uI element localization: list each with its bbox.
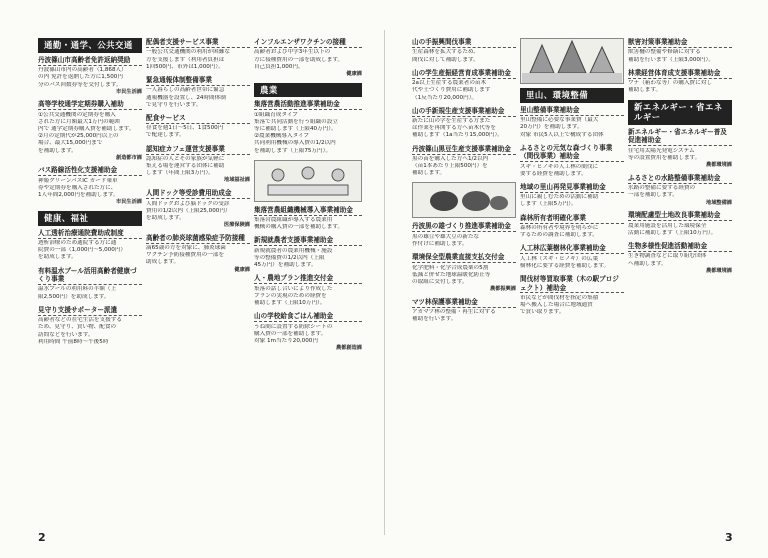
- tree-icon: [521, 39, 623, 83]
- item-body: [628, 223, 732, 237]
- item-body: [38, 178, 142, 199]
- column-5: [520, 38, 624, 321]
- item-line: 内で 通学定期券購入費を補助します。: [38, 126, 135, 133]
- item-line: の取組に交付します。: [412, 278, 468, 285]
- item-line: 1回500円、市外は1,000円）。: [146, 63, 224, 70]
- item-body: [38, 317, 142, 346]
- item-line: で見守りを行います。: [146, 101, 202, 108]
- item-title: インフルエンザワクチンの接種: [254, 38, 362, 48]
- item-body: [520, 164, 624, 178]
- column-item: [412, 107, 516, 140]
- item-title: 集落営農活動推進事業補助金: [254, 100, 362, 110]
- item-line: 場合、最大15,000円まで: [38, 140, 103, 147]
- item-department: 農都環境課: [706, 267, 732, 274]
- item-department: 農都創造課: [336, 345, 362, 352]
- item-title: 獣害対策事業補助金: [628, 38, 732, 48]
- item-line: 補助を行います。: [412, 316, 457, 323]
- column-item: [628, 69, 732, 95]
- item-title: 人工林広葉樹林化事業補助金: [520, 244, 624, 254]
- item-title: 里山整備事業補助金: [520, 106, 624, 116]
- item-body: [412, 234, 516, 248]
- item-title: 緊急通報体制整備事業: [146, 76, 250, 86]
- item-line: ②農業機械導入タイプ: [254, 133, 310, 140]
- item-department: 創造都市課: [116, 154, 142, 161]
- column-item: [146, 38, 250, 71]
- item-title: ふるさとの水路整備事業補助金: [628, 174, 732, 184]
- item-body: [146, 49, 250, 70]
- item-body: [146, 125, 250, 139]
- page-number-left: 2: [38, 531, 46, 544]
- column-item: [146, 114, 250, 140]
- item-line: された方に月額最大1万円の範囲: [38, 118, 120, 125]
- item-title: 丹波篠山市高齢者免許返納奨励: [38, 56, 142, 66]
- item-line: 補助します（上限10万円）。: [254, 300, 326, 307]
- item-line: 等に補助します（上限40万円）。: [254, 126, 337, 133]
- column-item: [254, 38, 362, 78]
- item-line: 20万円）を補助します。: [520, 124, 583, 131]
- item-title: 山の学校給食ごはん補助金: [254, 312, 362, 322]
- column-item: [628, 38, 732, 64]
- page-number-right: 3: [725, 531, 733, 544]
- item-line: 農業用施設を活用した環境保全: [628, 222, 707, 229]
- item-title: 配偶者支援サービス事業: [146, 38, 250, 48]
- children-illustration: [254, 160, 362, 202]
- page-fold: [384, 30, 385, 535]
- column-item: [254, 274, 362, 307]
- item-line: 満65歳の方を対象に、肺炎球菌: [146, 245, 226, 252]
- item-line: 生き物調査などに取り組む団体: [628, 253, 707, 260]
- item-title: 地域の里山再発見事業補助金: [520, 183, 624, 193]
- item-department: 地域福祉課: [224, 177, 250, 184]
- item-title: マツ林保護事業補助金: [412, 298, 516, 308]
- column-3: [254, 38, 362, 357]
- item-line: スギ・ヒノキの人工林の間伐に: [520, 163, 599, 170]
- item-title: バス路線活性化支援補助金: [38, 166, 142, 176]
- item-line: 集える場を運営する団体に補助: [146, 163, 225, 170]
- item-line: します（年間上限3万円）。: [146, 170, 214, 177]
- item-line: 補助します。: [412, 170, 446, 177]
- column-item: [520, 144, 624, 178]
- item-body: [146, 245, 250, 266]
- item-body: [38, 286, 142, 300]
- item-title: 認知症カフェ運営支援事業: [146, 145, 250, 155]
- column-item: [38, 100, 142, 161]
- item-title: 間伐材等買取事業（木の駅プロジェクト）補助金: [520, 275, 624, 293]
- item-body: [146, 201, 250, 222]
- item-line: 黒の雄豆や雄大豆の新たな: [412, 233, 480, 240]
- column-item: [520, 244, 624, 270]
- item-body: [146, 156, 250, 177]
- item-body: [254, 248, 362, 269]
- item-line: 1人年間2,000円を補助します。: [38, 192, 119, 199]
- item-line: ②月の定期代が25,000円以上の: [38, 133, 119, 140]
- item-body: [412, 265, 516, 286]
- item-line: 等の整備費の1/2以内（上限: [254, 255, 325, 262]
- item-line: 住宅用太陽光発電システム: [628, 147, 695, 154]
- item-body: [38, 112, 142, 155]
- item-title: 集落営農組織機械導入事業補助金: [254, 206, 362, 216]
- column-item: [628, 174, 732, 206]
- column-item: [38, 229, 142, 262]
- item-line: 集落で共同活動を行う組織の設立: [254, 118, 338, 125]
- item-title: 山の手振興間伐事業: [412, 38, 516, 48]
- item-line: 丹波篠山市内の高齢者（1,868人）: [38, 67, 127, 74]
- item-line: 通報機器を設置し、24時間体制: [146, 94, 226, 101]
- item-department: 農都振興課: [490, 286, 516, 293]
- item-line: ワクチン予防接種費用の一部を: [146, 252, 225, 259]
- beans-icon: [413, 183, 515, 217]
- item-body: [254, 286, 362, 307]
- item-title: 山の手新規生産支援事業補助金: [412, 107, 516, 117]
- item-title: 林業経営体育成支援事業補助金: [628, 69, 732, 79]
- item-title: 高等学校通学定期券購入補助: [38, 100, 142, 110]
- item-body: [38, 240, 142, 261]
- item-line: 共同利用機械の導入費の1/2以内: [254, 140, 336, 147]
- column-item: [146, 76, 250, 109]
- item-title: 環境配慮型土地改良事業補助金: [628, 211, 732, 221]
- item-line: 要する経費を補助します。: [520, 170, 587, 177]
- item-title: 森林所有者明確化事業: [520, 214, 624, 224]
- item-line: 生産森林を拡大するため、: [412, 49, 479, 56]
- section-band: 通勤・通学、公共交通: [38, 38, 142, 53]
- item-title: ふるさとの元気な森づくり事業（間伐事業）補助金: [520, 144, 624, 162]
- item-line: 一般公共交通機関の利用が困難な: [146, 49, 230, 56]
- item-line: 集落営農組織が導入する農業用: [254, 217, 333, 224]
- item-title: 山の学生産振経営育成事業補助金: [412, 69, 516, 79]
- column-item: [254, 206, 362, 232]
- column-item: [520, 106, 624, 139]
- item-title: 人工透析治療通院費助成制度: [38, 229, 142, 239]
- item-body: [38, 67, 142, 88]
- item-line: 新規就農者の農業用機械・施設: [254, 247, 333, 254]
- item-department: 市民生活課: [116, 199, 142, 206]
- item-line: 助成します。: [146, 259, 180, 266]
- column-item: [38, 306, 142, 346]
- item-title: 新エネルギー・省エネルギー普及促進補助金: [628, 128, 732, 146]
- item-line: 分のバス回数券等を交付します。: [38, 81, 122, 88]
- item-line: を補助します。: [38, 147, 77, 154]
- item-body: [520, 295, 624, 316]
- item-line: 樹林化に要する経費を補助します。: [520, 262, 610, 269]
- item-line: 自己負担1,000円。: [254, 63, 304, 70]
- item-line: 方を支援します（利用者負担は: [146, 56, 225, 63]
- black-beans-illustration: [412, 182, 516, 218]
- item-line: 45万円）を補助します。: [254, 262, 317, 269]
- item-line: 補助を行います（上限3,000円）。: [628, 56, 714, 63]
- item-body: [412, 80, 516, 101]
- item-title: 配食サービス: [146, 114, 250, 124]
- column-item: [38, 166, 142, 206]
- item-line: 透析治療のため通院する方に通: [38, 240, 117, 247]
- item-line: 補助します。: [628, 87, 662, 94]
- column-item: [412, 222, 516, 248]
- item-body: [520, 225, 624, 239]
- column-item: [412, 69, 516, 102]
- section-band: 新エネルギー・省エネルギー: [628, 100, 732, 126]
- column-6: [628, 38, 732, 279]
- item-line: 市民などが間伐材を指定の集積: [520, 294, 599, 301]
- item-line: 代や土づくり費用に補助します: [412, 87, 491, 94]
- item-body: [628, 49, 732, 63]
- column-item: [254, 100, 362, 154]
- item-line: 里山整備に必要な事業費（最大: [520, 117, 599, 124]
- item-line: 黒の苗を購入した方へ1/2以内: [412, 156, 489, 162]
- item-line: プランの実現のための経費を: [254, 292, 327, 299]
- item-department: 市民生活課: [116, 88, 142, 95]
- item-body: [628, 185, 732, 199]
- column-item: [38, 267, 142, 301]
- item-line: 補助します（1a当たり15,000円）。: [412, 132, 503, 139]
- column-item: [628, 128, 732, 169]
- item-title: 高齢者の肺炎球菌感染症予防接種: [146, 234, 250, 244]
- item-body: [412, 156, 516, 177]
- column-item: [520, 214, 624, 240]
- column-item: [146, 189, 250, 229]
- column-item: [628, 211, 732, 237]
- item-line: 獣害柵の整備や修繕に対する: [628, 49, 701, 56]
- item-body: [412, 49, 516, 63]
- section-band: 里山、環境整備: [520, 88, 624, 103]
- children-icon: [255, 161, 361, 201]
- item-body: [628, 253, 732, 267]
- item-line: 低減と併せた地球温暖化防止等: [412, 271, 491, 278]
- item-department: 健康課: [234, 266, 250, 273]
- item-body: [628, 148, 732, 162]
- item-line: 場へ搬入した場合に地域通貨: [520, 302, 593, 309]
- item-line: します（上限5万円）。: [520, 201, 577, 208]
- item-line: 水路の整備に要する経費の: [628, 185, 696, 192]
- item-title: 生物多様性促進活動補助金: [628, 242, 732, 252]
- item-line: 温水プールの利用料の半額（上: [38, 286, 117, 293]
- column-item: [412, 38, 516, 64]
- item-body: [146, 87, 250, 108]
- item-line: 等の設置費用を補助します。: [628, 155, 701, 162]
- item-department: 医療保険課: [224, 222, 250, 229]
- item-line: 方に接種費用の一部を助成します。: [254, 56, 344, 63]
- item-line: を助成します。: [38, 254, 77, 261]
- item-line: アカマツ林の整備・再生に対する: [412, 309, 496, 316]
- column-item: [146, 145, 250, 185]
- item-department: 農都環境課: [706, 162, 732, 169]
- item-line: を補助します（上限75万円）。: [254, 147, 332, 154]
- item-body: [254, 112, 362, 155]
- item-line: 利用時間 午前8時〜午後5時: [38, 338, 109, 345]
- item-line: 里山に親しむための活動に補助: [520, 194, 599, 201]
- item-line: 購入費の一部を補助します。: [254, 330, 327, 337]
- column-item: [520, 275, 624, 316]
- column-item: [38, 56, 142, 96]
- column-item: [520, 183, 624, 209]
- item-title: 環境保全型農業直接支払交付金: [412, 253, 516, 263]
- item-body: [254, 217, 362, 231]
- item-line: 作付けに補助します。: [412, 241, 468, 248]
- item-line: 昼食を週1日〜5日、1食500円: [146, 125, 224, 132]
- item-line: 一人暮らしの高齢者世帯に緊急: [146, 87, 225, 94]
- item-line: 人間ドックおよび脳ドックの受診: [146, 200, 230, 207]
- item-title: 丹波黒の雄づくり推進事業補助金: [412, 222, 516, 232]
- item-line: で買い取ります。: [520, 309, 565, 316]
- column-item: [412, 145, 516, 178]
- item-line: を助成します。: [146, 214, 185, 221]
- item-line: （1反当たり20,000円）。: [412, 94, 478, 101]
- item-body: [254, 49, 362, 70]
- item-line: ①組織育成タイプ: [254, 111, 298, 118]
- item-line: は作業を再開する方へ苗木代等を: [412, 125, 496, 132]
- item-body: [628, 80, 732, 94]
- item-line: 限2,500円）を助成します。: [38, 293, 110, 300]
- item-department: 健康課: [346, 70, 362, 77]
- item-body: [412, 118, 516, 139]
- item-line: へ補助します。: [628, 260, 667, 267]
- column-item: [254, 312, 362, 352]
- column-item: [412, 253, 516, 293]
- item-line: 森林の所有者や境界を明らかに: [520, 225, 599, 232]
- column-item: [254, 236, 362, 269]
- item-line: 対象 市民5人以上で構成する団体: [520, 131, 604, 138]
- item-line: 券や定期券を購入された方に、: [38, 184, 117, 191]
- section-band: 農業: [254, 83, 362, 98]
- item-title: 人間ドック等受診費用助成金: [146, 189, 250, 199]
- item-line: ワナ（箱わな等）の購入費に対し: [628, 80, 712, 87]
- item-line: ため、見守り、買い物、配食の: [38, 324, 117, 331]
- item-body: [520, 256, 624, 270]
- item-line: 人工林（スギ・ヒノキ）の広葉: [520, 255, 599, 262]
- item-line: 神姫グリーンバスIC カード乗車: [38, 177, 118, 184]
- item-title: 新規就農者支援事業補助金: [254, 236, 362, 246]
- item-line: 一部を補助します。: [628, 192, 678, 199]
- item-line: するための調査に補助します。: [520, 232, 598, 239]
- column-1: [38, 38, 142, 351]
- item-title: 丹波篠山黒豆生産支援事業補助金: [412, 145, 516, 155]
- item-line: 化学肥料・化学合成農薬の5割: [412, 264, 489, 271]
- item-body: [412, 309, 516, 323]
- item-line: で配達します。: [146, 132, 185, 139]
- section-band: 健康、福祉: [38, 211, 142, 226]
- item-line: 費用の1/2以内（上限25,000円）: [146, 207, 231, 214]
- item-line: の内 免許を返納した方に1,500円: [38, 74, 123, 81]
- item-line: 2a以上生産する農業者の苗木: [412, 80, 487, 87]
- item-line: 間伐に対して補助します。: [412, 56, 479, 63]
- item-title: 見守り支援サポーター派遣: [38, 306, 142, 316]
- column-item: [628, 242, 732, 274]
- item-line: 訪問などを行います。: [38, 331, 94, 338]
- item-body: [520, 117, 624, 138]
- item-title: 有料温水プール活用高齢者健康づくり事業: [38, 267, 142, 285]
- item-line: 機械の購入費の一部を補助します。: [254, 224, 344, 231]
- item-line: ①公共交通機関の定期券を購入: [38, 111, 116, 118]
- item-title: 人・農地プラン推進交付金: [254, 274, 362, 284]
- item-line: 認知症の人とその家族が気軽に: [146, 156, 225, 162]
- column-2: [146, 38, 250, 278]
- item-line: 対象 1m当たり20,000円: [254, 338, 318, 344]
- item-body: [520, 194, 624, 208]
- item-line: 高齢者および中学3年生以下の: [254, 49, 331, 56]
- item-line: 院費の一部（1,000円〜5,000円）: [38, 247, 126, 254]
- item-body: [254, 324, 362, 345]
- column-item: [412, 298, 516, 324]
- item-line: 高齢者などの在宅生活を支援する: [38, 317, 122, 324]
- item-department: 地域整備課: [706, 199, 732, 206]
- item-line: 集落の話し合いにより作成した: [254, 285, 333, 292]
- forest-illustration: [520, 38, 624, 84]
- item-line: 新たに山の学を生産する方また: [412, 118, 491, 125]
- column-item: [146, 234, 250, 274]
- item-line: （苗1本あたり上限500円）を: [412, 163, 488, 170]
- item-line: うね間に設置する防除シートの: [254, 323, 333, 330]
- item-line: 活動に補助します（上限10万円）。: [628, 229, 717, 236]
- column-4: [412, 38, 516, 329]
